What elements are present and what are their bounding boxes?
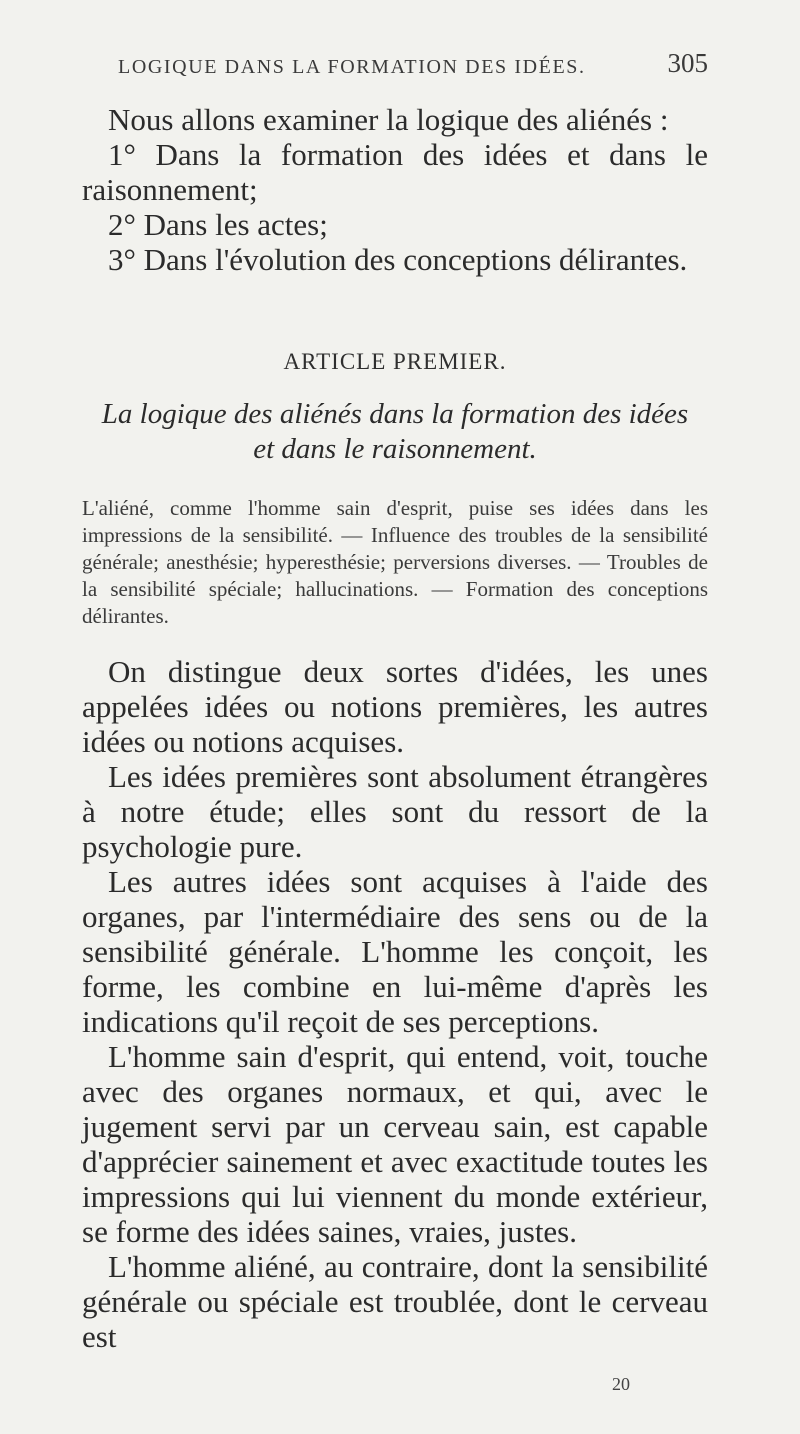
paragraph-3: Les autres idées sont acquises à l'aide des organes, par l'intermédiaire des sens ou de la sensibilité générale. L'homme les conçoit, les forme, les combine en lui-même d'après les indications qu'il reçoit de ses perceptions. (82, 864, 708, 1039)
paragraph-4: L'homme sain d'esprit, qui entend, voit, touche avec des organes normaux, et qui, avec le jugement servi par un cerveau sain, est capable d'apprécier sainement et avec exactitude toutes les impressions qui lui viennent du monde extérieur, se forme des idées saines, vraies, justes. (82, 1039, 708, 1249)
book-page (0, 48, 800, 1434)
article-heading: ARTICLE PREMIER. (283, 349, 507, 374)
article-subtitle: La logique des aliénés dans la formation des idées et dans le raisonnement. (101, 398, 689, 465)
paragraph-1: On distingue deux sortes d'idées, les unes appelées idées ou notions premières, les autres idées ou notions acquises. (82, 654, 708, 759)
intro-item-1: 1° Dans la formation des idées et dans le raisonnement; (82, 137, 708, 207)
body-text (82, 654, 708, 1354)
article-summary: L'aliéné, comme l'homme sain d'esprit, puise ses idées dans les impressions de la sensibilité. — Influence des troubles de la sensibilité générale; anesthésie; hyperesthésie; perversions diverses. — Troubles de la sensibilité spéciale; hallucinations. — Formation des conceptions délirantes. (82, 496, 708, 628)
intro-item-2: 2° Dans les actes; (108, 207, 328, 242)
intro-section (82, 102, 708, 277)
running-title: LOGIQUE DANS LA FORMATION DES IDÉES. (118, 56, 586, 78)
intro-item-3: 3° Dans l'évolution des conceptions délirantes. (108, 242, 688, 277)
intro-lead: Nous allons examiner la logique des aliénés : (108, 102, 669, 137)
paragraph-2: Les idées premières sont absolument étrangères à notre étude; elles sont du ressort de la psychologie pure. (82, 759, 708, 864)
page-number: 305 (667, 48, 708, 78)
running-head (82, 48, 708, 102)
paragraph-5: L'homme aliéné, au contraire, dont la sensibilité générale ou spéciale est troublée, dont le cerveau est (82, 1249, 708, 1354)
signature-mark: 20 (612, 1374, 630, 1394)
